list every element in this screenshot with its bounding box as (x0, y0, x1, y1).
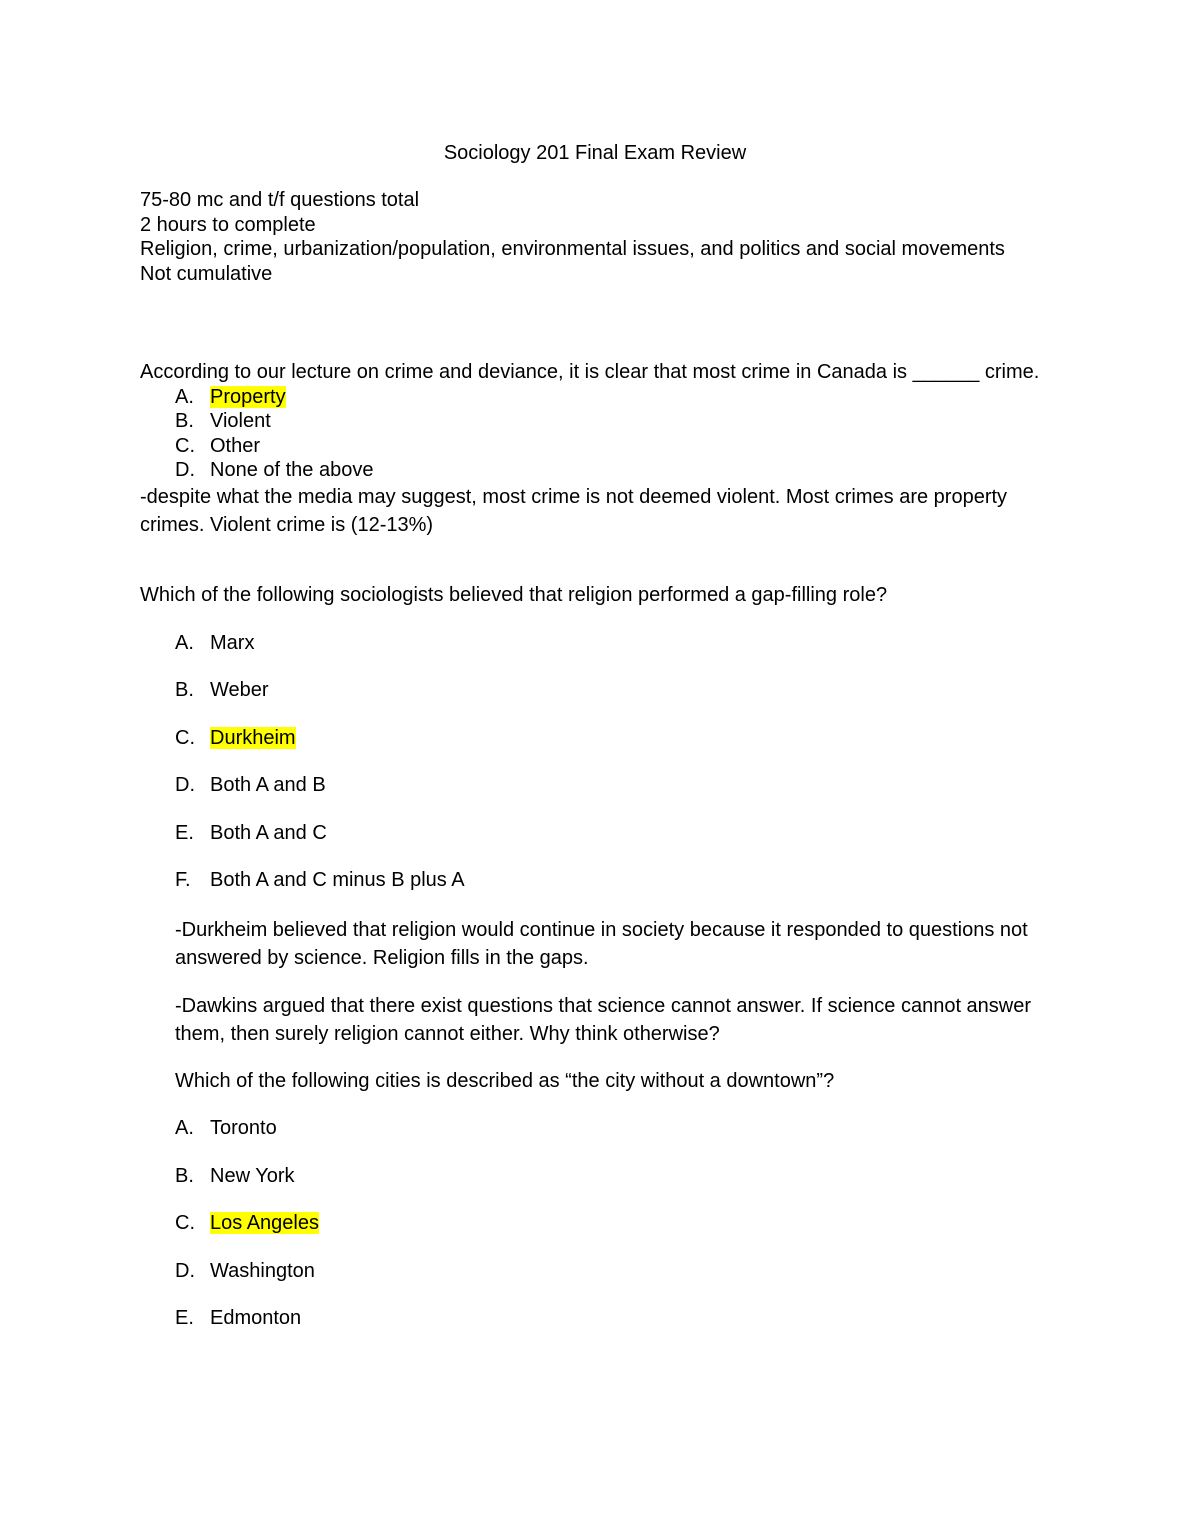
option-text: Edmonton (210, 1307, 302, 1329)
info-question-count: 75-80 mc and t/f questions total (140, 189, 420, 211)
answer-option (140, 773, 1050, 798)
option-letter: C. (175, 434, 195, 457)
option-letter: B. (175, 679, 194, 701)
question-1 (140, 360, 1050, 539)
question-2-notes (140, 916, 1050, 1068)
option-text: Both A and C (210, 821, 327, 844)
question-text: Which of the following cities is described as “the city without a downtown”? (175, 1070, 835, 1092)
answer-option (140, 1116, 1050, 1141)
option-text: None of the above (210, 459, 374, 481)
answer-explanation: -Dawkins argued that there exist questions that science cannot answer. If science cannot answer them, then surely religion cannot either. Why think otherwise? (175, 995, 1032, 1045)
option-text: Toronto (210, 1117, 277, 1139)
answer-explanation: -Durkheim believed that religion would continue in society because it responded to questions not answered by science. Religion fills in the gaps. (175, 919, 1028, 969)
option-text: Both A and B (210, 774, 326, 796)
answer-option (140, 1211, 1050, 1236)
answer-option (140, 434, 1050, 459)
option-text-highlighted: Durkheim (210, 726, 296, 749)
option-letter: B. (175, 410, 194, 432)
option-text: Violent (210, 410, 271, 432)
option-letter: A. (175, 631, 194, 654)
answer-option (140, 868, 1050, 893)
answer-option (140, 821, 1050, 846)
exam-info (140, 188, 1040, 286)
option-text: Marx (210, 631, 255, 654)
answer-option (140, 458, 1050, 483)
option-text-highlighted: Property (210, 385, 286, 408)
answer-option (140, 1164, 1050, 1189)
question-3-options (140, 1116, 1050, 1354)
question-text: According to our lecture on crime and deviance, it is clear that most crime in Canada is ______ crime. (140, 361, 1040, 383)
answer-explanation: -despite what the media may suggest, most crime is not deemed violent. Most crimes are property crimes. Violent crime is (12-13%) (140, 485, 1008, 536)
answer-option (140, 678, 1050, 703)
option-letter: D. (175, 1259, 195, 1282)
option-text: Both A and C minus B plus A (210, 869, 465, 891)
answer-option (140, 409, 1050, 434)
option-letter: A. (175, 385, 194, 408)
info-topics: Religion, crime, urbanization/population, environmental issues, and politics and social movements (140, 238, 1005, 260)
info-duration: 2 hours to complete (140, 213, 316, 236)
option-letter: D. (175, 774, 195, 796)
option-letter: C. (175, 1212, 195, 1234)
answer-option (140, 631, 1050, 656)
question-text: Which of the following sociologists believed that religion performed a gap-filling role? (140, 584, 888, 606)
answer-option (140, 1259, 1050, 1284)
option-letter: E. (175, 821, 194, 844)
option-letter: E. (175, 1307, 194, 1329)
option-letter: A. (175, 1117, 194, 1139)
answer-option (140, 1306, 1050, 1331)
option-text: Washington (210, 1259, 315, 1282)
answer-option (140, 385, 1050, 410)
option-text: Weber (210, 679, 269, 701)
option-letter: C. (175, 726, 195, 749)
option-text-highlighted: Los Angeles (210, 1212, 319, 1234)
option-letter: B. (175, 1164, 194, 1187)
info-cumulative: Not cumulative (140, 262, 273, 285)
option-text: Other (210, 434, 261, 457)
question-2 (140, 583, 1050, 916)
page-title: Sociology 201 Final Exam Review (443, 142, 747, 164)
question-3 (140, 1069, 1050, 1117)
answer-option (140, 726, 1050, 751)
option-letter: F. (175, 869, 191, 891)
option-text: New York (210, 1164, 295, 1187)
option-letter: D. (175, 459, 195, 481)
